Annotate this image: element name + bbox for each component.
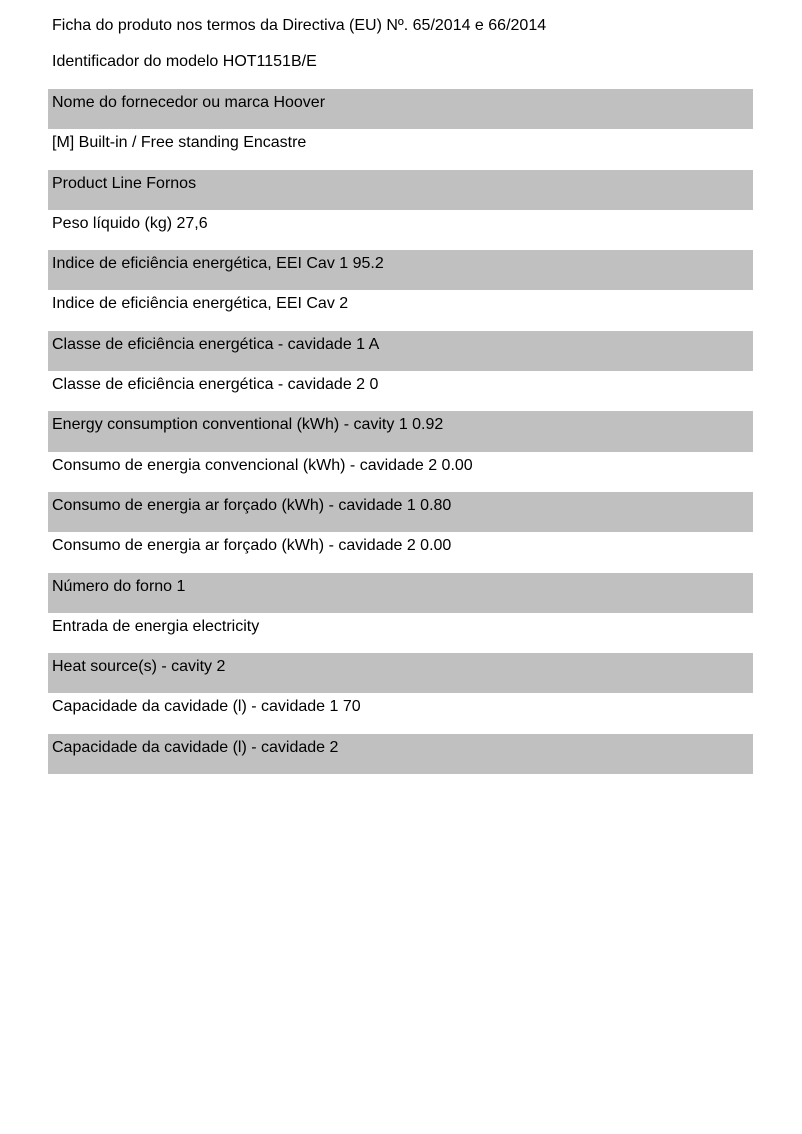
spec-row-product-line: Product Line Fornos [48, 170, 753, 210]
spec-row-energy-input: Entrada de energia electricity [52, 617, 260, 635]
spec-row-capacity-cavity-1: Capacidade da cavidade (l) - cavidade 1 70 [52, 698, 361, 716]
document-title: Ficha do produto nos termos da Directiva (EU) Nº. 65/2014 e 66/2014 [52, 17, 547, 34]
spec-row-supplier: Nome do fornecedor ou marca Hoover [48, 89, 753, 129]
spec-row-net-weight: Peso líquido (kg) 27,6 [52, 214, 208, 232]
spec-row-energy-class-cavity-2: Classe de eficiência energética - cavidade 2 0 [52, 376, 379, 394]
spec-row-forced-air-consumption-cavity-1: Consumo de energia ar forçado (kWh) - cavidade 1 0.80 [48, 492, 753, 532]
spec-table [48, 89, 753, 774]
spec-row-eei-cavity-1: Indice de eficiência energética, EEI Cav 1 95.2 [48, 250, 753, 290]
spec-row-energy-class-cavity-1: Classe de eficiência energética - cavidade 1 A [48, 331, 753, 371]
spec-row-forced-air-consumption-cavity-2: Consumo de energia ar forçado (kWh) - cavidade 2 0.00 [52, 537, 452, 555]
spec-row-conventional-consumption-cavity-1: Energy consumption conventional (kWh) - cavity 1 0.92 [48, 411, 753, 451]
spec-row-capacity-cavity-2: Capacidade da cavidade (l) - cavidade 2 [48, 734, 753, 774]
spec-row-oven-count: Número do forno 1 [48, 573, 753, 613]
spec-row-installation-type: [M] Built-in / Free standing Encastre [52, 134, 307, 152]
spec-row-eei-cavity-2: Indice de eficiência energética, EEI Cav 2 [52, 295, 349, 313]
spec-row-conventional-consumption-cavity-2: Consumo de energia convencional (kWh) - cavidade 2 0.00 [52, 456, 473, 474]
model-identifier: Identificador do modelo HOT1151B/E [52, 53, 317, 70]
spec-row-heat-source-cavity-2: Heat source(s) - cavity 2 [48, 653, 753, 693]
